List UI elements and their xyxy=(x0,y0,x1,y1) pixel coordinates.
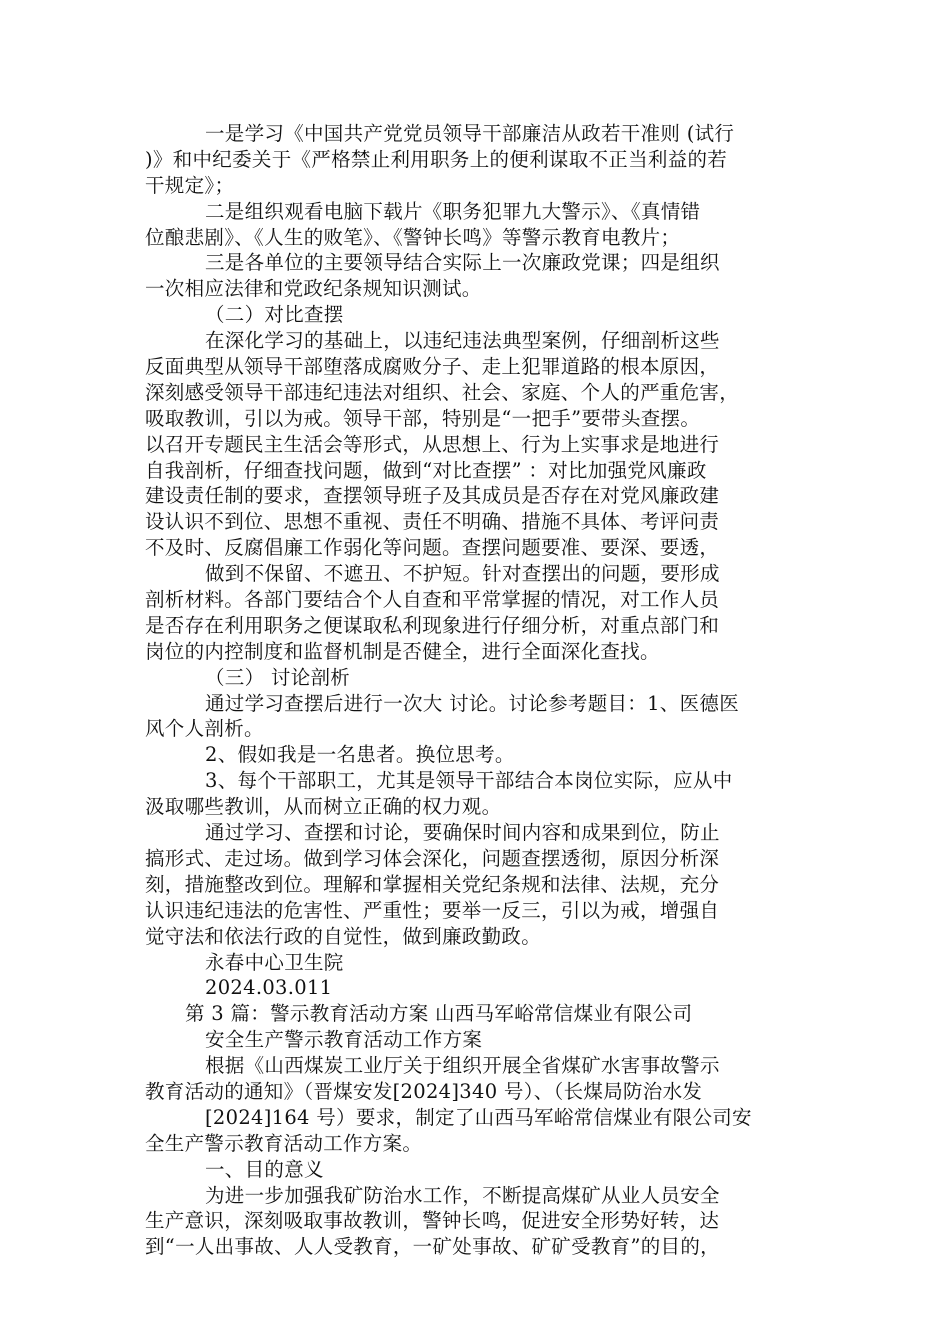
text-line: 永春中心卫生院 xyxy=(205,950,344,974)
text-line: 觉守法和依法行政的自觉性，做到廉政勤政。 xyxy=(145,924,542,948)
text-line: 以召开专题民主生活会等形式，从思想上、行为上实事求是地进行 xyxy=(145,432,720,456)
text-line: [2024]164 号）要求，制定了山西马军峪常信煤业有限公司安 xyxy=(205,1105,752,1129)
text-line: 认识违纪违法的危害性、严重性；要举一反三，引以为戒，增强自 xyxy=(145,898,720,922)
text-line: 是否存在利用职务之便谋取私利现象进行仔细分析，对重点部门和 xyxy=(145,613,720,637)
text-line: （二）对比查摆 xyxy=(205,303,344,327)
text-line: 生产意识，深刻吸取事故教训，警钟长鸣，促进安全形势好转，达 xyxy=(145,1209,720,1233)
text-line: 全生产警示教育活动工作方案。 xyxy=(145,1131,423,1155)
text-line: 为进一步加强我矿防治水工作，不断提高煤矿从业人员安全 xyxy=(205,1183,720,1207)
text-line: 三是各单位的主要领导结合实际上一次廉政党课；四是组织 xyxy=(205,251,720,275)
text-line: 深刻感受领导干部违纪违法对组织、社会、家庭、个人的严重危害， xyxy=(145,380,740,404)
text-line: 2、假如我是一名患者。换位思考。 xyxy=(205,743,515,767)
document-body xyxy=(145,121,825,1260)
text-line: 教育活动的通知》（晋煤安发[2024]340 号）、（长煤局防治水发 xyxy=(145,1079,703,1103)
text-line: 根据《山西煤炭工业厅关于组织开展全省煤矿水害事故警示 xyxy=(205,1054,720,1078)
text-line: 一是学习《中国共产党党员领导干部廉洁从政若干准则 (试行 xyxy=(205,122,735,145)
text-line: 做到不保留、不遮丑、不护短。针对查摆出的问题，要形成 xyxy=(205,562,720,586)
text-line: 第 3 篇：警示教育活动方案 山西马军峪常信煤业有限公司 xyxy=(185,1002,693,1026)
text-line: 剖析材料。各部门要结合个人自查和平常掌握的情况，对工作人员 xyxy=(145,588,720,612)
text-line: 风个人剖析。 xyxy=(145,717,264,741)
text-line: 一、目的意义 xyxy=(205,1157,324,1181)
text-line: 反面典型从领导干部堕落成腐败分子、走上犯罪道路的根本原因， xyxy=(145,355,720,379)
text-line: 2024.03.011 xyxy=(205,976,333,1000)
text-line: 位酿悲剧》、《人生的败笔》、《警钟长鸣》等警示教育电教片； xyxy=(145,225,681,249)
text-line: 干规定》； xyxy=(145,173,235,197)
text-line: 3、每个干部职工，尤其是领导干部结合本岗位实际，应从中 xyxy=(205,769,733,793)
text-line: 设认识不到位、思想不重视、责任不明确、措施不具体、考评问责 xyxy=(145,510,720,534)
text-line: 吸取教训，引以为戒。领导干部，特别是“一把手”要带头查摆。 xyxy=(145,406,701,430)
text-line: 建设责任制的要求，查摆领导班子及其成员是否存在对党风廉政建 xyxy=(145,484,720,508)
text-line: 一次相应法律和党政纪条规知识测试。 xyxy=(145,277,482,301)
text-line: 通过学习、查摆和讨论，要确保时间内容和成果到位，防止 xyxy=(205,821,720,845)
text-line: （三） 讨论剖析 xyxy=(205,665,351,689)
text-line: 搞形式、走过场。做到学习体会深化，问题查摆透彻，原因分析深 xyxy=(145,846,720,870)
text-line: 刻，措施整改到位。理解和掌握相关党纪条规和法律、法规，充分 xyxy=(145,872,720,896)
text-line: 二是组织观看电脑下载片《职务犯罪九大警示》、《真情错 xyxy=(205,199,701,223)
text-line: 自我剖析，仔细查找问题，做到“对比查摆” ：对比加强党风廉政 xyxy=(145,458,707,482)
text-line: 岗位的内控制度和监督机制是否健全，进行全面深化查找。 xyxy=(145,639,660,663)
text-line: 安全生产警示教育活动工作方案 xyxy=(205,1028,483,1052)
text-line: )》和中纪委关于《严格禁止利用职务上的便利谋取不正当利益的若 xyxy=(145,147,728,171)
text-line: 到“一人出事故、人人受教育，一矿处事故、矿矿受教育”的目的， xyxy=(145,1235,720,1259)
text-line: 通过学习查摆后进行一次大 讨论。讨论参考题目：1、医德医 xyxy=(205,691,740,715)
text-line: 在深化学习的基础上，以违纪违法典型案例，仔细剖析这些 xyxy=(205,329,720,353)
text-line: 汲取哪些教训，从而树立正确的权力观。 xyxy=(145,795,502,819)
text-line: 不及时、反腐倡廉工作弱化等问题。查摆问题要准、要深、要透， xyxy=(145,536,720,560)
